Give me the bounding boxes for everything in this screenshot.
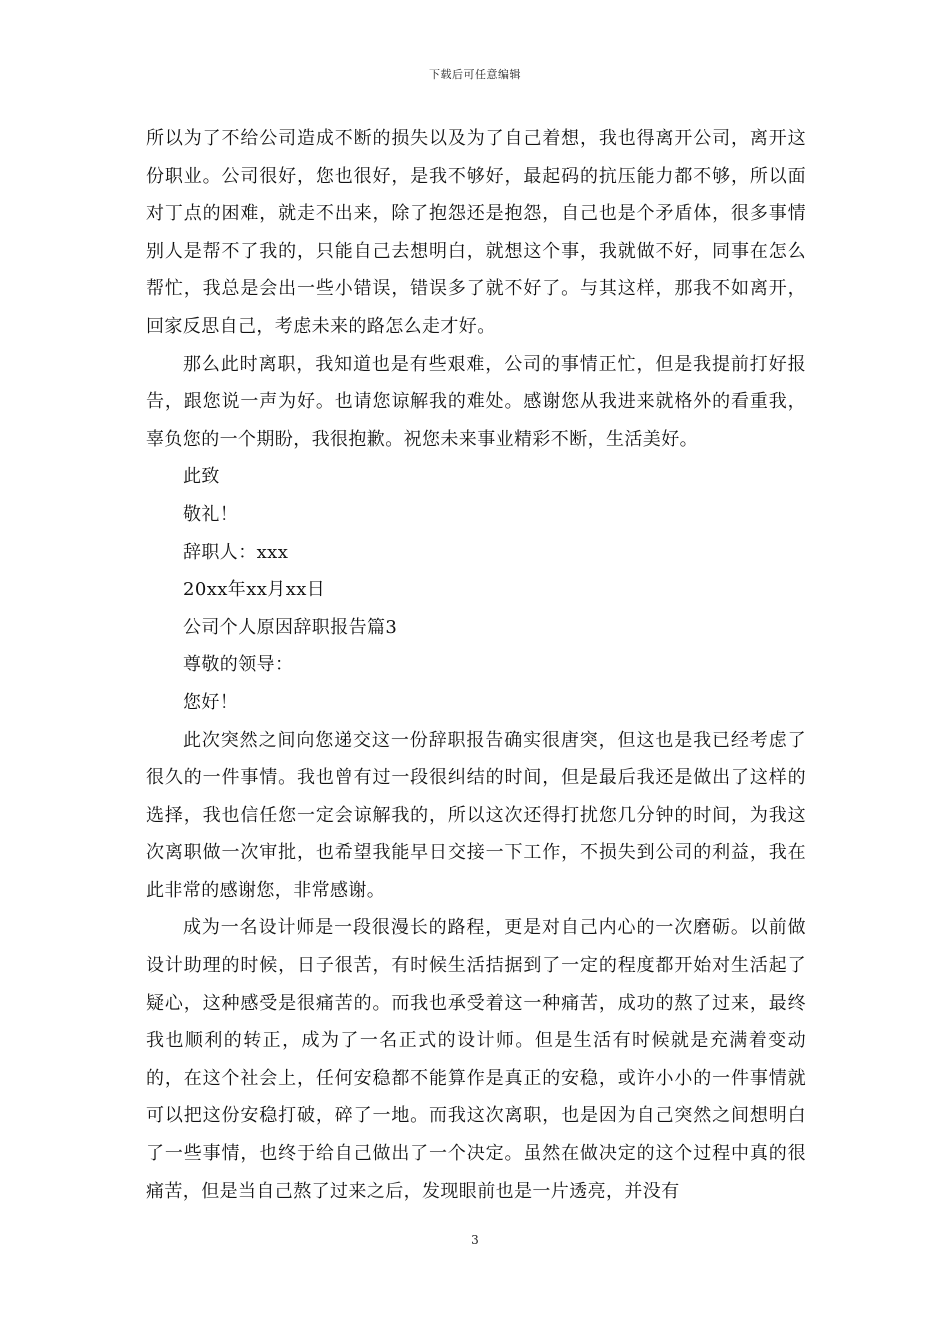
paragraph: 此次突然之间向您递交这一份辞职报告确实很唐突，但这也是我已经考虑了很久的一件事情。我也曾有过一段很纠结的时间，但是最后我还是做出了这样的选择，我也信任您一定会谅解我的，所以这次还得打扰您几分钟的时间，为我这次离职做一次审批，也希望我能早日交接一下工作，不损失到公司的利益，我在此非常的感谢您，非常感谢。 xyxy=(146,729,806,901)
greeting-recipient: 尊敬的领导： xyxy=(183,654,294,676)
section-title: 公司个人原因辞职报告篇3 xyxy=(183,616,398,638)
page-header: 下载后可任意编辑 xyxy=(429,68,521,81)
signature-line: 辞职人：xxx xyxy=(183,541,289,563)
date-line: 20xx年xx月xx日 xyxy=(183,579,326,601)
greeting: 您好！ xyxy=(183,691,239,713)
page-number: 3 xyxy=(471,1233,479,1247)
paragraph: 成为一名设计师是一段很漫长的路程，更是对自己内心的一次磨砺。以前做设计助理的时候，日子很苦，有时候生活拮据到了一定的程度都开始对生活起了疑心，这种感受是很痛苦的。而我也承受着这一种痛苦，成功的熬了过来，最终我也顺利的转正，成为了一名正式的设计师。但是生活有时候就是充满着变动的，在这个社会上，任何安稳都不能算作是真正的安稳，或许小小的一件事情就可以把这份安稳打破，碎了一地。而我这次离职，也是因为自己突然之间想明白了一些事情，也终于给自己做出了一个决定。虽然在做决定的这个过程中真的很痛苦，但是当自己熬了过来之后，发现眼前也是一片透亮，并没有 xyxy=(146,917,806,1202)
paragraph-continuation: 所以为了不给公司造成不断的损失以及为了自己着想，我也得离开公司，离开这份职业。公司很好，您也很好，是我不够好，最起码的抗压能力都不够，所以面对丁点的困难，就走不出来，除了抱怨还是抱怨，自己也是个矛盾体，很多事情别人是帮不了我的，只能自己去想明白，就想这个事，我就做不好，同事在怎么帮忙，我总是会出一些小错误，错误多了就不好了。与其这样，那我不如离开，回家反思自己，考虑未来的路怎么走才好。 xyxy=(146,128,806,337)
paragraph: 那么此时离职，我知道也是有些艰难，公司的事情正忙，但是我提前打好报告，跟您说一声为好。也请您谅解我的难处。感谢您从我进来就格外的看重我，辜负您的一个期盼，我很抱歉。祝您未来事业精彩不断，生活美好。 xyxy=(146,353,806,450)
document-body xyxy=(146,120,806,1210)
closing-regards: 敬礼！ xyxy=(183,503,239,525)
closing-salutation: 此致 xyxy=(183,466,220,488)
